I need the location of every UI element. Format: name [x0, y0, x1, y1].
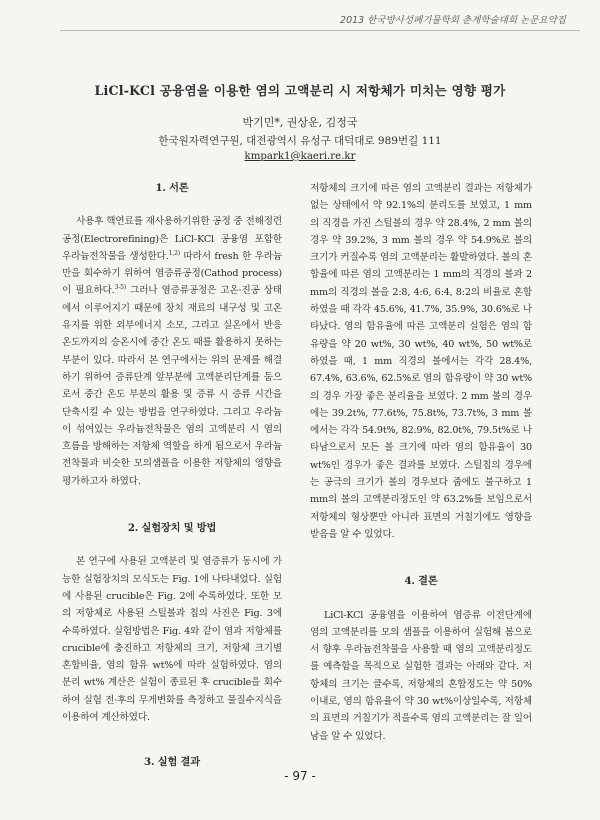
page-number: - 97 - [284, 769, 316, 783]
citation-2: 3-5) [114, 284, 126, 292]
citation-1: 1,2) [168, 249, 180, 257]
right-column [310, 180, 532, 745]
paper-authors: 박기민*, 권상운, 김정국 [242, 116, 358, 129]
conclusion-paragraph: LiCl-KCl 공융염을 이용하여 염증류 이전단계에 염의 고액분리를 모의 샘플을 이용하여 실험해 봄으로서 향후 우라늄전착물을 사용할 때 염의 고액분리정도를 예측함을 목적으로 실험한 결과는 아래와 같다. 저항체의 크기는 클수록, 저항체의 혼합정도는 약 50% 이내로, 염의 함유율이 약 30 wt%이상일수록, 저항체의 표면의 거칠기가 적을수록 염의 고액분리는 잘 일어남을 알 수 있었다. [310, 609, 532, 742]
running-header: 2013 한국방사성폐기물학회 춘계학술대회 논문요약집 [340, 15, 566, 26]
section-heading-setup: 2. 실험장치 및 방법 [127, 522, 217, 535]
intro-text-1: 사용후 핵연료를 재사용하기위한 공정 중 전해정련공정(Electrorefining)은 LiCl-KCl 공융염 포함한 우라늄전착물을 생성한다. [62, 216, 282, 262]
results-paragraph-continued: 저항체의 크기에 따른 염의 고액분리 결과는 저항체가 없는 상태에서 약 92.1%의 분리도를 보였고, 1 mm의 직경을 가진 스틸볼의 경우 약 28.4%, 2 mm 볼의 경우 약 39.2%, 3 mm 볼의 경우 약 54.9%로 볼의 크기가 커질수록 염의 고액분리는 활발하였다. 볼의 혼합율에 따른 염의 고액분리는 1 mm의 직경의 볼과 2 mm의 직경의 볼을 2:8, 4:6, 6:4, 8:2의 비율로 혼합하였을 때 각각 45.6%, 41.7%, 35.9%, 30.6%로 나타났다. 염의 함유율에 따른 고액분리 실험은 염의 함유량을 약 20 wt%, 30 wt%, 40 wt%, 50 wt%로 하였을 때, 1 mm 직경의 볼에서는 각각 28.4%, 67.4%, 63.6%, 62.5%로 염의 함유량이 약 30 wt%의 경우 가장 좋은 분리율을 보였다. 2 mm 볼의 경우에는 39.2t%, 77.6t%, 75.8t%, 73.7t%, 3 mm 볼에서는 각각 54.9t%, 82.9%, 82.0t%, 79.5t%로 나타남으로서 모든 볼 크기에 따라 염의 함유율이 30 wt%인 경우가 좋은 결과를 보였다. 스틸칩의 경우에는 공극의 크기가 볼의 경우보다 줍에도 불구하고 1 mm의 볼의 고액분리정도인 약 63.2%를 보임으로서 저항체의 형상뿐만 아니라 표면의 거칠기에도 영향을 받음을 알 수 있었다. [310, 183, 532, 540]
section-heading-intro: 1. 서론 [155, 182, 189, 194]
intro-text-3: 그러나 염증류공정은 고온·진공 상태에서 이루어지기 때문에 장치 재료의 내구성 및 고온 유지를 위한 외부에너지 소모, 그리고 실온에서 반응온도까지의 승온시에 중간 온도 때를 활용하지 못하는 부분이 있다. 따라서 본 연구에서는 위의 문제를 해결하기 위하여 증류단계 앞부분에 고액분리단계를 둠으로서 중간 온도 부분의 활용 및 증류 시 증류 시간을 단축시킬 수 있는 방법을 연구하였다. 그리고 우라늄이 섞여있는 우라늄전착물은 염의 고액분리 시 염의 흐름을 방해하는 저항체 역할을 하게 됨으로서 우라늄전착물과 비슷한 모의샘플을 이용한 저항체의 영향을 평가하고자 하였다. [62, 285, 282, 487]
paper-title: LiCl-KCl 공융염을 이용한 염의 고액분리 시 저항체가 미치는 영향 평가 [94, 83, 506, 98]
intro-paragraph [62, 213, 282, 490]
paper-email [0, 151, 600, 162]
section-heading-conclusion: 4. 결론 [404, 575, 438, 588]
paper-affiliation: 한국원자력연구원, 대전광역시 유성구 대덕대로 989번길 111 [158, 135, 442, 147]
section-heading-results: 3. 실험 결과 [144, 756, 200, 769]
email-link[interactable]: kmpark1@kaeri.re.kr [244, 151, 356, 162]
intro-text-2: 따라서 fresh 한 우라늄만을 회수하기 위하여 염증류공정(Cathod process)이 필요하다. [62, 250, 283, 297]
header-divider [60, 30, 580, 31]
left-column [62, 180, 282, 788]
setup-paragraph: 본 연구에 사용된 고액분리 및 염증류가 동시에 가능한 실험장치의 모식도는 Fig. 1에 나타내었다. 실험에 사용된 crucible은 Fig. 2에 수록하였다. 또한 모의 저항체로 사용된 스틸볼과 칩의 사진은 Fig. 3에 수록하였다. 실험방법은 Fig. 4와 같이 염과 저항체를 crucible에 충진하고 저항체의 크기, 저항체 크기별 혼합비율, 염의 함유 wt%에 따라 실험하였다. 염의 분리 wt% 계산은 실험이 종료된 후 crucible을 회수하여 실험 전·후의 무게변화를 측정하고 물질수지식을 이용하여 계산하였다. [62, 556, 282, 724]
